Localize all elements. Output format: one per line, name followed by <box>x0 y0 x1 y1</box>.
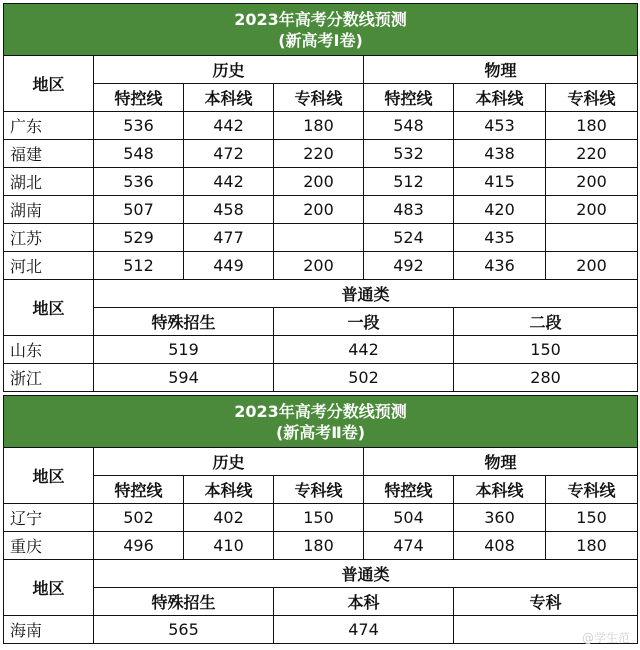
score-cell: 150 <box>454 336 638 364</box>
column-header: 特控线 <box>364 84 454 112</box>
sub-column-header: 特殊招生 <box>94 588 274 616</box>
region-cell: 辽宁 <box>4 504 94 532</box>
title-line-1: 2023年高考分数线预测 <box>234 401 407 421</box>
region-cell: 湖北 <box>4 168 94 196</box>
title-line-2: (新高考Ⅱ卷) <box>275 422 366 442</box>
table-row <box>4 616 638 644</box>
score-cell: 536 <box>94 168 184 196</box>
score-cell: 200 <box>274 252 364 280</box>
score-cell: 594 <box>94 364 274 392</box>
sub-column-header: 专科 <box>454 588 638 616</box>
table-row <box>4 140 638 168</box>
sub-column-header: 二段 <box>454 308 638 336</box>
score-cell: 180 <box>274 532 364 560</box>
score-cell: 220 <box>546 140 638 168</box>
region-cell: 广东 <box>4 112 94 140</box>
score-cell: 220 <box>274 140 364 168</box>
score-cell: 477 <box>184 224 274 252</box>
region-cell: 重庆 <box>4 532 94 560</box>
column-header: 特控线 <box>94 84 184 112</box>
score-cell: 150 <box>546 504 638 532</box>
score-cell: 529 <box>94 224 184 252</box>
column-header: 本科线 <box>184 476 274 504</box>
score-cell: 150 <box>274 504 364 532</box>
score-cell: 360 <box>454 504 546 532</box>
score-cell: 502 <box>94 504 184 532</box>
score-cell: 472 <box>184 140 274 168</box>
score-cell: 180 <box>546 532 638 560</box>
sub-region-header: 地区 <box>4 280 94 336</box>
score-cell: 458 <box>184 196 274 224</box>
group-history-header: 历史 <box>94 448 364 476</box>
score-cell: 536 <box>94 112 184 140</box>
score-cell: 453 <box>454 112 546 140</box>
table-row <box>4 196 638 224</box>
score-cell: 519 <box>94 336 274 364</box>
table-row <box>4 252 638 280</box>
table-row <box>4 532 638 560</box>
score-cell <box>274 224 364 252</box>
score-cell: 524 <box>364 224 454 252</box>
table-row <box>4 224 638 252</box>
column-header: 特控线 <box>94 476 184 504</box>
table-new-gaokao-2 <box>3 395 638 644</box>
table-new-gaokao-1 <box>3 3 638 392</box>
table-row <box>4 504 638 532</box>
region-cell: 福建 <box>4 140 94 168</box>
region-cell: 浙江 <box>4 364 94 392</box>
title-line-1: 2023年高考分数线预测 <box>234 9 407 29</box>
score-cell: 492 <box>364 252 454 280</box>
score-cell: 415 <box>454 168 546 196</box>
region-header: 地区 <box>4 448 94 504</box>
column-header: 本科线 <box>454 84 546 112</box>
score-cell: 180 <box>274 112 364 140</box>
sub-column-header: 本科 <box>274 588 454 616</box>
column-header: 专科线 <box>274 84 364 112</box>
group-physics-header: 物理 <box>364 448 638 476</box>
score-cell: 512 <box>364 168 454 196</box>
group-history-header: 历史 <box>94 56 364 84</box>
score-cell: 200 <box>546 168 638 196</box>
score-cell: 408 <box>454 532 546 560</box>
score-cell: 507 <box>94 196 184 224</box>
score-cell: 200 <box>274 196 364 224</box>
sub-group-header: 普通类 <box>94 280 638 308</box>
score-cell: 474 <box>364 532 454 560</box>
table-row <box>4 336 638 364</box>
region-header: 地区 <box>4 56 94 112</box>
score-cell: 449 <box>184 252 274 280</box>
column-header: 本科线 <box>454 476 546 504</box>
table-row <box>4 364 638 392</box>
section-title <box>4 4 638 56</box>
watermark: @学生范 <box>581 631 630 645</box>
score-cell: 410 <box>184 532 274 560</box>
table-row <box>4 112 638 140</box>
score-cell: 200 <box>274 168 364 196</box>
score-cell: 420 <box>454 196 546 224</box>
region-cell: 海南 <box>4 616 94 644</box>
score-cell: 180 <box>546 112 638 140</box>
score-cell: 565 <box>94 616 274 644</box>
score-cell: 436 <box>454 252 546 280</box>
score-cell: 474 <box>274 616 454 644</box>
table-row <box>4 168 638 196</box>
column-header: 专科线 <box>546 476 638 504</box>
region-cell: 湖南 <box>4 196 94 224</box>
region-cell: 江苏 <box>4 224 94 252</box>
score-cell: 496 <box>94 532 184 560</box>
score-cell: 402 <box>184 504 274 532</box>
column-header: 专科线 <box>546 84 638 112</box>
score-cell: 504 <box>364 504 454 532</box>
sub-group-header: 普通类 <box>94 560 638 588</box>
sub-region-header: 地区 <box>4 560 94 616</box>
sub-column-header: 特殊招生 <box>94 308 274 336</box>
title-line-2: (新高考Ⅰ卷) <box>278 30 363 50</box>
score-cell: 438 <box>454 140 546 168</box>
region-cell: 河北 <box>4 252 94 280</box>
column-header: 本科线 <box>184 84 274 112</box>
score-cell: 548 <box>364 112 454 140</box>
score-cell: 532 <box>364 140 454 168</box>
score-cell: 200 <box>546 252 638 280</box>
score-cell: 442 <box>274 336 454 364</box>
score-cell: 280 <box>454 364 638 392</box>
sub-column-header: 一段 <box>274 308 454 336</box>
region-cell: 山东 <box>4 336 94 364</box>
score-cell <box>546 224 638 252</box>
score-cell: 442 <box>184 168 274 196</box>
score-cell: 442 <box>184 112 274 140</box>
group-physics-header: 物理 <box>364 56 638 84</box>
score-cell: 435 <box>454 224 546 252</box>
score-cell: 502 <box>274 364 454 392</box>
section-title <box>4 396 638 448</box>
score-cell: 483 <box>364 196 454 224</box>
column-header: 专科线 <box>274 476 364 504</box>
score-cell: 200 <box>546 196 638 224</box>
score-cell: 548 <box>94 140 184 168</box>
score-cell: 512 <box>94 252 184 280</box>
column-header: 特控线 <box>364 476 454 504</box>
